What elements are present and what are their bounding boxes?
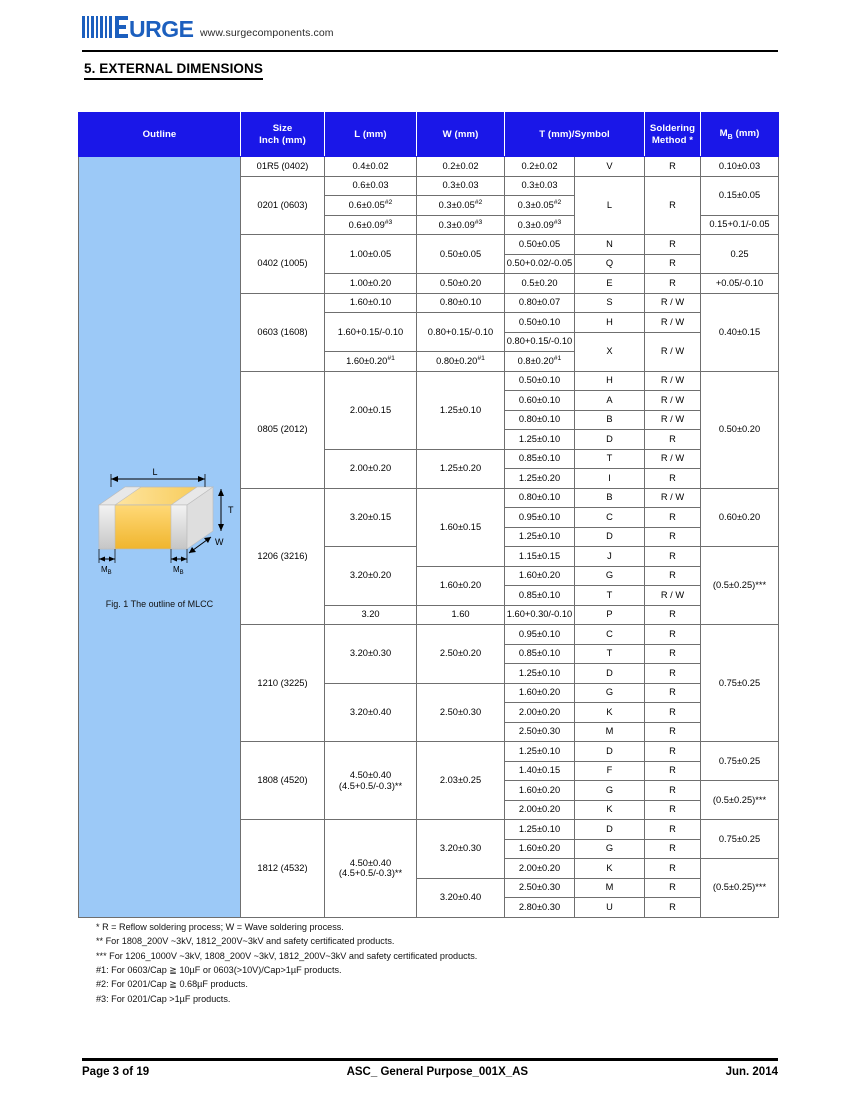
cell-thickness: 2.50±0.30 bbox=[505, 722, 575, 742]
cell-size: 0402 (1005) bbox=[241, 235, 325, 294]
cell-symbol: M bbox=[575, 878, 645, 898]
cell-soldering-method: R bbox=[645, 781, 701, 801]
figure-caption: Fig. 1 The outline of MLCC bbox=[105, 598, 214, 609]
cell-symbol: P bbox=[575, 605, 645, 625]
cell-symbol: B bbox=[575, 488, 645, 508]
cell-soldering-method: R bbox=[645, 839, 701, 859]
cell-soldering-method: R bbox=[645, 683, 701, 703]
cell-thickness: 0.2±0.02 bbox=[505, 157, 575, 177]
page-header bbox=[82, 14, 778, 52]
col-header-mb bbox=[701, 113, 779, 157]
cell-symbol: C bbox=[575, 508, 645, 528]
cell-soldering-method: R bbox=[645, 878, 701, 898]
cell-symbol: D bbox=[575, 664, 645, 684]
col-header-soldering-line2: Method * bbox=[651, 134, 694, 146]
cell-length: 3.20±0.30 bbox=[325, 625, 417, 684]
cell-symbol: N bbox=[575, 235, 645, 255]
cell-mb: 0.15+0.1/-0.05 bbox=[701, 215, 779, 235]
cell-symbol: T bbox=[575, 644, 645, 664]
footnote-2: *** For 1206_1000V ~3kV, 1808_200V ~3kV, 1812_200V~3kV and safety certificated products. bbox=[96, 950, 478, 961]
cell-thickness: 1.25±0.10 bbox=[505, 430, 575, 450]
cell-soldering-method: R / W bbox=[645, 391, 701, 411]
cell-thickness: 2.00±0.20 bbox=[505, 800, 575, 820]
cell-length: 3.20±0.20 bbox=[325, 547, 417, 606]
cell-width: 0.50±0.20 bbox=[417, 274, 505, 294]
cell-mb: 0.75±0.25 bbox=[701, 742, 779, 781]
footnote-marker: #3 bbox=[474, 218, 483, 226]
cell-length: 1.00±0.05 bbox=[325, 235, 417, 274]
cell-size: 01R5 (0402) bbox=[241, 157, 325, 177]
cell-symbol: T bbox=[575, 586, 645, 606]
cell-soldering-method: R bbox=[645, 644, 701, 664]
cell-soldering-method: R bbox=[645, 235, 701, 255]
brand-logo bbox=[82, 14, 778, 40]
cell-soldering-method: R / W bbox=[645, 371, 701, 391]
cell-width: 0.80+0.15/-0.10 bbox=[417, 313, 505, 352]
cell-soldering-method: R bbox=[645, 469, 701, 489]
table-body bbox=[79, 157, 779, 918]
cell-size: 1206 (3216) bbox=[241, 488, 325, 625]
col-header-outline: Outline bbox=[79, 113, 241, 157]
cell-length bbox=[325, 742, 417, 820]
cell-mb: 0.60±0.20 bbox=[701, 488, 779, 547]
col-header-size-line2: Inch (mm) bbox=[259, 134, 306, 146]
cell-soldering-method: R / W bbox=[645, 586, 701, 606]
cell-thickness: 0.50±0.10 bbox=[505, 371, 575, 391]
cell-size: 0603 (1608) bbox=[241, 293, 325, 371]
cell-length: 2.00±0.15 bbox=[325, 371, 417, 449]
footnote-marker: #2 bbox=[553, 199, 562, 207]
cell-length-alternate: (4.5+0.5/-0.3)** bbox=[338, 780, 403, 791]
cell-symbol: G bbox=[575, 839, 645, 859]
cell-width: 0.3±0.09$^{\#3}$ bbox=[417, 215, 505, 235]
cell-thickness: 1.60±0.20 bbox=[505, 683, 575, 703]
footnote-marker: #2 bbox=[474, 199, 483, 207]
cell-soldering-method: R bbox=[645, 605, 701, 625]
cell-soldering-method: R bbox=[645, 508, 701, 528]
footer-date: Jun. 2014 bbox=[725, 1066, 778, 1078]
cell-thickness: 2.50±0.30 bbox=[505, 878, 575, 898]
cell-mb: 0.50±0.20 bbox=[701, 371, 779, 488]
cell-thickness: 0.8±0.20$^{\#1}$ bbox=[505, 352, 575, 372]
cell-length: 0.4±0.02 bbox=[325, 157, 417, 177]
cell-thickness: 1.60±0.20 bbox=[505, 781, 575, 801]
cell-width: 2.50±0.20 bbox=[417, 625, 505, 684]
cell-thickness: 0.80±0.10 bbox=[505, 410, 575, 430]
mlcc-figure bbox=[79, 157, 240, 917]
cell-thickness: 2.00±0.20 bbox=[505, 703, 575, 723]
cell-soldering-method: R / W bbox=[645, 410, 701, 430]
svg-text:T: T bbox=[227, 504, 233, 515]
cell-thickness: 2.80±0.30 bbox=[505, 898, 575, 918]
cell-length: 3.20±0.40 bbox=[325, 683, 417, 742]
cell-thickness: 1.25±0.10 bbox=[505, 742, 575, 762]
cell-thickness: 0.50±0.05 bbox=[505, 235, 575, 255]
cell-width: 1.60±0.15 bbox=[417, 488, 505, 566]
cell-width: 1.60 bbox=[417, 605, 505, 625]
cell-size: 0201 (0603) bbox=[241, 176, 325, 235]
cell-symbol: H bbox=[575, 313, 645, 333]
cell-symbol: H bbox=[575, 371, 645, 391]
footer-document-id: ASC_ General Purpose_001X_AS bbox=[346, 1066, 529, 1078]
col-header-length: L (mm) bbox=[325, 113, 417, 157]
external-dimensions-table bbox=[78, 112, 779, 918]
cell-mb: 0.40±0.15 bbox=[701, 293, 779, 371]
cell-mb: 0.15±0.05 bbox=[701, 176, 779, 215]
cell-symbol: T bbox=[575, 449, 645, 469]
cell-length: 2.00±0.20 bbox=[325, 449, 417, 488]
cell-mb: 0.75±0.25 bbox=[701, 625, 779, 742]
external-dimensions-table-wrapper bbox=[78, 112, 778, 918]
cell-mb: 0.75±0.25 bbox=[701, 820, 779, 859]
cell-thickness: 0.80±0.07 bbox=[505, 293, 575, 313]
cell-soldering-method: R / W bbox=[645, 293, 701, 313]
cell-thickness: 0.3±0.05$^{\#2}$ bbox=[505, 196, 575, 216]
cell-thickness: 1.60±0.20 bbox=[505, 566, 575, 586]
cell-soldering-method: R bbox=[645, 274, 701, 294]
cell-length bbox=[325, 820, 417, 918]
cell-soldering-method: R bbox=[645, 176, 701, 235]
footer-divider bbox=[82, 1058, 778, 1061]
cell-mb: 0.25 bbox=[701, 235, 779, 274]
cell-mb: +0.05/-0.10 bbox=[701, 274, 779, 294]
cell-length: 1.60±0.20$^{\#1}$ bbox=[325, 352, 417, 372]
cell-length-primary: 4.50±0.40 bbox=[349, 857, 392, 868]
cell-width: 0.2±0.02 bbox=[417, 157, 505, 177]
cell-width: 1.25±0.10 bbox=[417, 371, 505, 449]
cell-soldering-method: R bbox=[645, 742, 701, 762]
footnote-4: #2: For 0201/Cap ≧ 0.68µF products. bbox=[96, 979, 248, 990]
cell-thickness: 0.95±0.10 bbox=[505, 508, 575, 528]
cell-thickness: 1.25±0.20 bbox=[505, 469, 575, 489]
col-header-mb-letter: M bbox=[719, 127, 728, 139]
cell-symbol: E bbox=[575, 274, 645, 294]
cell-soldering-method: R bbox=[645, 664, 701, 684]
cell-symbol: D bbox=[575, 742, 645, 762]
cell-soldering-method: R / W bbox=[645, 313, 701, 333]
cell-width: 0.50±0.05 bbox=[417, 235, 505, 274]
cell-width: 3.20±0.30 bbox=[417, 820, 505, 879]
cell-thickness: 1.60+0.30/-0.10 bbox=[505, 605, 575, 625]
cell-soldering-method: R bbox=[645, 761, 701, 781]
col-header-thickness-symbol: T (mm)/Symbol bbox=[505, 113, 645, 157]
cell-soldering-method: R / W bbox=[645, 332, 701, 371]
cell-length: 1.00±0.20 bbox=[325, 274, 417, 294]
cell-symbol: X bbox=[575, 332, 645, 371]
cell-width: 2.03±0.25 bbox=[417, 742, 505, 820]
cell-width: 0.80±0.20$^{\#1}$ bbox=[417, 352, 505, 372]
cell-length: 0.6±0.05$^{\#2}$ bbox=[325, 196, 417, 216]
cell-thickness: 0.85±0.10 bbox=[505, 586, 575, 606]
col-header-soldering-method bbox=[645, 113, 701, 157]
cell-soldering-method: R bbox=[645, 800, 701, 820]
cell-symbol: J bbox=[575, 547, 645, 567]
cell-symbol: D bbox=[575, 430, 645, 450]
cell-length: 3.20 bbox=[325, 605, 417, 625]
cell-size: 1808 (4520) bbox=[241, 742, 325, 820]
cell-symbol: K bbox=[575, 859, 645, 879]
cell-symbol: D bbox=[575, 527, 645, 547]
svg-text:MB: $M_B$ bbox=[100, 564, 112, 576]
table-header-row bbox=[79, 113, 779, 157]
cell-soldering-method: R bbox=[645, 430, 701, 450]
cell-symbol: K bbox=[575, 703, 645, 723]
cell-soldering-method: R bbox=[645, 566, 701, 586]
cell-soldering-method: R bbox=[645, 625, 701, 645]
cell-soldering-method: R bbox=[645, 722, 701, 742]
cell-thickness: 0.3±0.09$^{\#3}$ bbox=[505, 215, 575, 235]
cell-thickness: 0.5±0.20 bbox=[505, 274, 575, 294]
cell-symbol: C bbox=[575, 625, 645, 645]
cell-symbol: B bbox=[575, 410, 645, 430]
cell-size: 1812 (4532) bbox=[241, 820, 325, 918]
cell-width: 1.25±0.20 bbox=[417, 449, 505, 488]
svg-text:L: L bbox=[151, 466, 158, 477]
cell-symbol: Q bbox=[575, 254, 645, 274]
cell-thickness: 0.95±0.10 bbox=[505, 625, 575, 645]
cell-length-alternate: (4.5+0.5/-0.3)** bbox=[338, 868, 403, 879]
cell-length: 0.6±0.09$^{\#3}$ bbox=[325, 215, 417, 235]
footnote-marker: #3 bbox=[553, 218, 562, 226]
cell-soldering-method: R bbox=[645, 820, 701, 840]
cell-size: 1210 (3225) bbox=[241, 625, 325, 742]
footnote-1: ** For 1808_200V ~3kV, 1812_200V~3kV and safety certificated products. bbox=[96, 936, 395, 947]
cell-width: 0.3±0.03 bbox=[417, 176, 505, 196]
col-header-mb-tail: (mm) bbox=[732, 127, 760, 139]
cell-soldering-method: R / W bbox=[645, 488, 701, 508]
footnotes-block bbox=[96, 920, 736, 1006]
header-divider bbox=[82, 50, 778, 52]
cell-soldering-method: R / W bbox=[645, 449, 701, 469]
cell-size: 0805 (2012) bbox=[241, 371, 325, 488]
footnote-marker: #1 bbox=[553, 355, 562, 363]
cell-symbol: F bbox=[575, 761, 645, 781]
cell-symbol: L bbox=[575, 176, 645, 235]
col-header-mb-sub: B bbox=[727, 133, 733, 141]
cell-thickness: 0.3±0.03 bbox=[505, 176, 575, 196]
col-header-width: W (mm) bbox=[417, 113, 505, 157]
cell-width: 0.80±0.10 bbox=[417, 293, 505, 313]
page-title: 5. EXTERNAL DIMENSIONS bbox=[84, 61, 263, 80]
col-header-soldering-line1: Soldering bbox=[649, 123, 696, 135]
cell-symbol: D bbox=[575, 820, 645, 840]
footnote-marker: #1 bbox=[477, 355, 485, 363]
cell-thickness: 1.25±0.10 bbox=[505, 664, 575, 684]
cell-thickness: 0.60±0.10 bbox=[505, 391, 575, 411]
svg-text:MB: $M_B$ bbox=[172, 564, 184, 576]
cell-thickness: 1.15±0.15 bbox=[505, 547, 575, 567]
cell-width: 3.20±0.40 bbox=[417, 878, 505, 917]
cell-symbol: I bbox=[575, 469, 645, 489]
cell-symbol: S bbox=[575, 293, 645, 313]
footnote-3: #1: For 0603/Cap ≧ 10µF or 0603(>10V)/Cap>1µF products. bbox=[96, 965, 342, 976]
cell-thickness: 1.40±0.15 bbox=[505, 761, 575, 781]
footnote-marker: #2 bbox=[384, 199, 393, 207]
cell-symbol: G bbox=[575, 683, 645, 703]
cell-soldering-method: R bbox=[645, 859, 701, 879]
cell-mb: (0.5±0.25)*** bbox=[701, 859, 779, 918]
cell-symbol: M bbox=[575, 722, 645, 742]
cell-thickness: 1.60±0.20 bbox=[505, 839, 575, 859]
cell-soldering-method: R bbox=[645, 254, 701, 274]
footnote-5: #3: For 0201/Cap >1µF products. bbox=[96, 993, 231, 1004]
cell-thickness: 0.85±0.10 bbox=[505, 644, 575, 664]
cell-soldering-method: R bbox=[645, 157, 701, 177]
cell-length: 0.6±0.03 bbox=[325, 176, 417, 196]
cell-symbol: V bbox=[575, 157, 645, 177]
cell-soldering-method: R bbox=[645, 703, 701, 723]
cell-width: 2.50±0.30 bbox=[417, 683, 505, 742]
cell-thickness: 0.80+0.15/-0.10 bbox=[505, 332, 575, 352]
cell-mb: 0.10±0.03 bbox=[701, 157, 779, 177]
footnote-marker: #1 bbox=[387, 355, 395, 363]
cell-symbol: A bbox=[575, 391, 645, 411]
col-header-size-line1: Size bbox=[272, 123, 293, 135]
cell-length: 3.20±0.15 bbox=[325, 488, 417, 547]
col-header-size bbox=[241, 113, 325, 157]
cell-mb: (0.5±0.25)*** bbox=[701, 547, 779, 625]
cell-thickness: 0.50+0.02/-0.05 bbox=[505, 254, 575, 274]
footer-page-number: Page 3 of 19 bbox=[82, 1066, 150, 1078]
svg-text:W: W bbox=[214, 536, 223, 547]
footnote-0: * R = Reflow soldering process; W = Wave soldering process. bbox=[96, 922, 344, 932]
cell-length: 1.60+0.15/-0.10 bbox=[325, 313, 417, 352]
page-footer bbox=[82, 1066, 778, 1078]
cell-width: 1.60±0.20 bbox=[417, 566, 505, 605]
cell-soldering-method: R bbox=[645, 898, 701, 918]
company-website: www.surgecomponents.com bbox=[200, 27, 334, 39]
footnote-marker: #3 bbox=[384, 218, 393, 226]
cell-length-primary: 4.50±0.40 bbox=[349, 769, 392, 780]
cell-thickness: 0.80±0.10 bbox=[505, 488, 575, 508]
cell-symbol: G bbox=[575, 781, 645, 801]
cell-length: 1.60±0.10 bbox=[325, 293, 417, 313]
cell-soldering-method: R bbox=[645, 527, 701, 547]
mlcc-chip-icon bbox=[85, 465, 235, 593]
mlcc-outline-figure-cell bbox=[79, 157, 241, 918]
cell-thickness: 1.25±0.10 bbox=[505, 820, 575, 840]
cell-mb: (0.5±0.25)*** bbox=[701, 781, 779, 820]
cell-thickness: 1.25±0.10 bbox=[505, 527, 575, 547]
table-row bbox=[79, 157, 779, 177]
cell-thickness: 2.00±0.20 bbox=[505, 859, 575, 879]
cell-symbol: U bbox=[575, 898, 645, 918]
cell-symbol: G bbox=[575, 566, 645, 586]
surge-logo-icon bbox=[82, 14, 194, 40]
cell-symbol: K bbox=[575, 800, 645, 820]
cell-thickness: 0.50±0.10 bbox=[505, 313, 575, 333]
svg-text:URGE: URGE bbox=[129, 16, 194, 40]
cell-thickness: 0.85±0.10 bbox=[505, 449, 575, 469]
cell-soldering-method: R bbox=[645, 547, 701, 567]
cell-width: 0.3±0.05$^{\#2}$ bbox=[417, 196, 505, 216]
